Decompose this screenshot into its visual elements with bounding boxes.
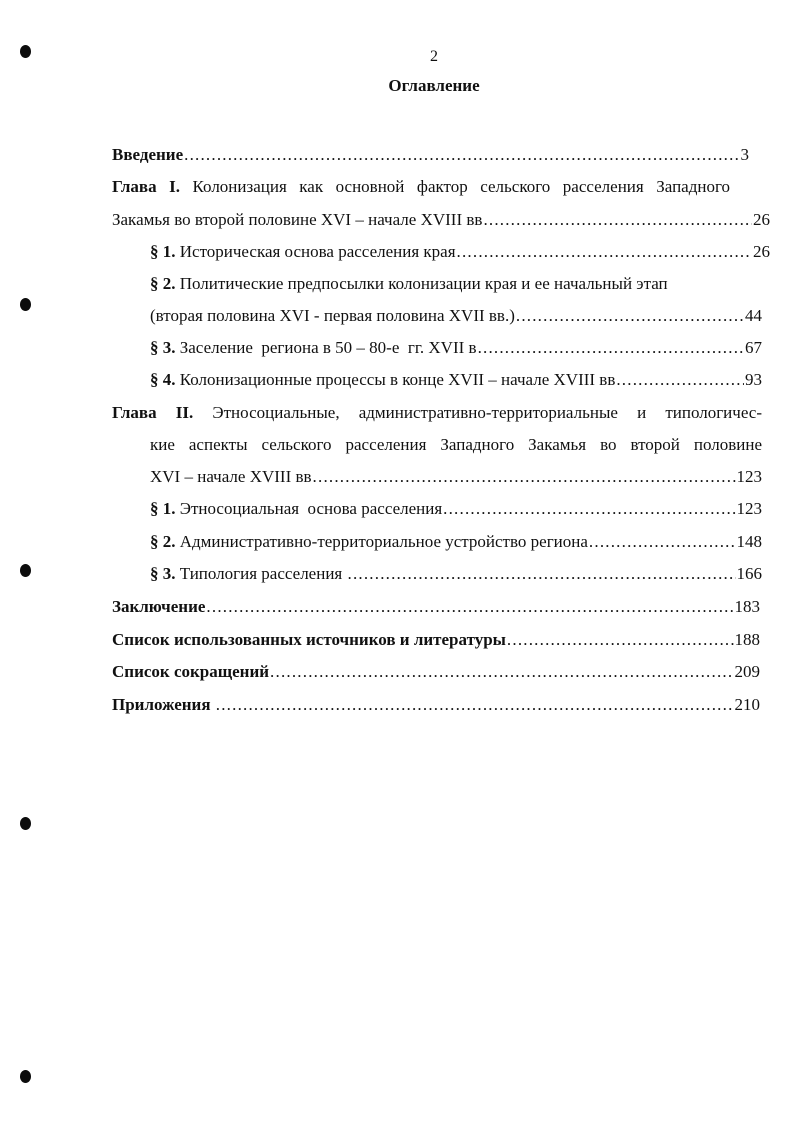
toc-entry-appendices[interactable] [112,694,760,716]
toc-entry-label: Введение [112,145,184,164]
toc-section-2-1[interactable] [150,498,762,520]
toc-section-label: § 1. [150,499,176,518]
dot-leader [184,144,739,166]
toc-page-number: 188 [734,630,760,649]
toc-entry-abbreviations[interactable] [112,661,760,683]
toc-page-number: 209 [734,662,760,681]
toc-chapter-title-cont: кие аспекты сельского расселения Западного Закамья во второй половине [150,435,762,454]
toc-page-number: 26 [753,210,770,229]
toc-section-1-1[interactable] [150,241,770,263]
dot-leader [483,209,752,231]
toc-section-2-2[interactable] [150,531,762,553]
toc-section-1-2-line-2[interactable] [150,305,762,327]
dot-leader [313,466,736,488]
page-number: 2 [430,48,438,65]
toc-chapter-2-line-3[interactable] [150,466,762,488]
toc-entry-intro[interactable] [112,144,749,166]
toc-chapter-1-line-1[interactable] [112,176,730,198]
toc-chapter-2-line-1[interactable] [112,402,762,424]
toc-page-number: 3 [740,145,749,164]
dot-leader [507,629,734,651]
toc-entry-label: Приложения [112,695,215,714]
toc-section-title-cont: (вторая половина XVI - первая половина XVII вв.) [150,306,515,325]
punch-hole-2 [20,298,31,311]
dot-leader [478,337,744,359]
toc-section-label: § 2. [150,274,176,293]
toc-entry-label: Список сокращений [112,662,270,681]
toc-chapter-1-line-2[interactable] [112,209,770,231]
toc-section-title: Политические предпосылки колонизации края и ее начальный этап [179,274,668,293]
toc-section-label: § 3. [150,338,176,357]
toc-section-1-3[interactable] [150,337,762,359]
toc-page-number: 67 [745,338,762,357]
toc-section-1-4[interactable] [150,369,762,391]
toc-page-number: 123 [736,499,762,518]
toc-chapter-label: Глава II. [112,403,194,422]
toc-page-number: 183 [734,597,760,616]
toc-entry-label: Список использованных источников и литературы [112,630,506,649]
toc-section-title: Типология расселения [179,564,347,583]
toc-section-label: § 2. [150,532,176,551]
punch-hole-5 [20,1070,31,1083]
punch-hole-3 [20,564,31,577]
toc-page-number: 166 [736,564,762,583]
toc-section-title: Заселение региона в 50 – 80-е гг. XVII в [179,338,477,357]
toc-chapter-label: Глава I. [112,177,181,196]
page-title: Оглавление [388,76,480,95]
dot-leader [516,305,744,327]
toc-section-title: Этносоциальная основа расселения [179,499,443,518]
toc-chapter-2-line-2[interactable] [150,434,762,456]
punch-hole-4 [20,817,31,830]
toc-page-number: 123 [736,467,762,486]
toc-chapter-title-cont: XVI – начале XVIII вв [150,467,312,486]
toc-page-number: 148 [736,532,762,551]
toc-section-label: § 4. [150,370,176,389]
dot-leader [206,596,733,618]
toc-entry-sources[interactable] [112,629,760,651]
toc-section-label: § 1. [150,242,176,261]
toc-page-number: 93 [745,370,762,389]
dot-leader [270,661,733,683]
toc-page-number: 210 [734,695,760,714]
toc-section-title: Историческая основа расселения края [179,242,456,261]
toc-section-title: Административно-территориальное устройство региона [175,532,588,551]
toc-page-number: 44 [745,306,762,325]
toc-page-number: 26 [753,242,770,261]
toc-section-label: § 3. [150,564,176,583]
dot-leader [216,694,734,716]
toc-entry-conclusion[interactable] [112,596,760,618]
toc-chapter-title: Колонизация как основной фактор сельского расселения Западного [192,177,731,196]
dot-leader [457,241,752,263]
dot-leader [589,531,736,553]
toc-section-title: Колонизационные процессы в конце XVII – начале XVIII вв [179,370,616,389]
dot-leader [348,563,736,585]
toc-entry-label: Заключение [112,597,206,616]
toc-chapter-title: Этносоциальные, административно-территориальные и типологичес- [212,403,763,422]
dot-leader [443,498,735,520]
toc-section-1-2-line-1[interactable] [150,273,668,295]
dot-leader [616,369,744,391]
toc-section-2-3[interactable] [150,563,762,585]
toc-chapter-title-cont: Закамья во второй половине XVI – начале XVIII вв [112,210,483,229]
